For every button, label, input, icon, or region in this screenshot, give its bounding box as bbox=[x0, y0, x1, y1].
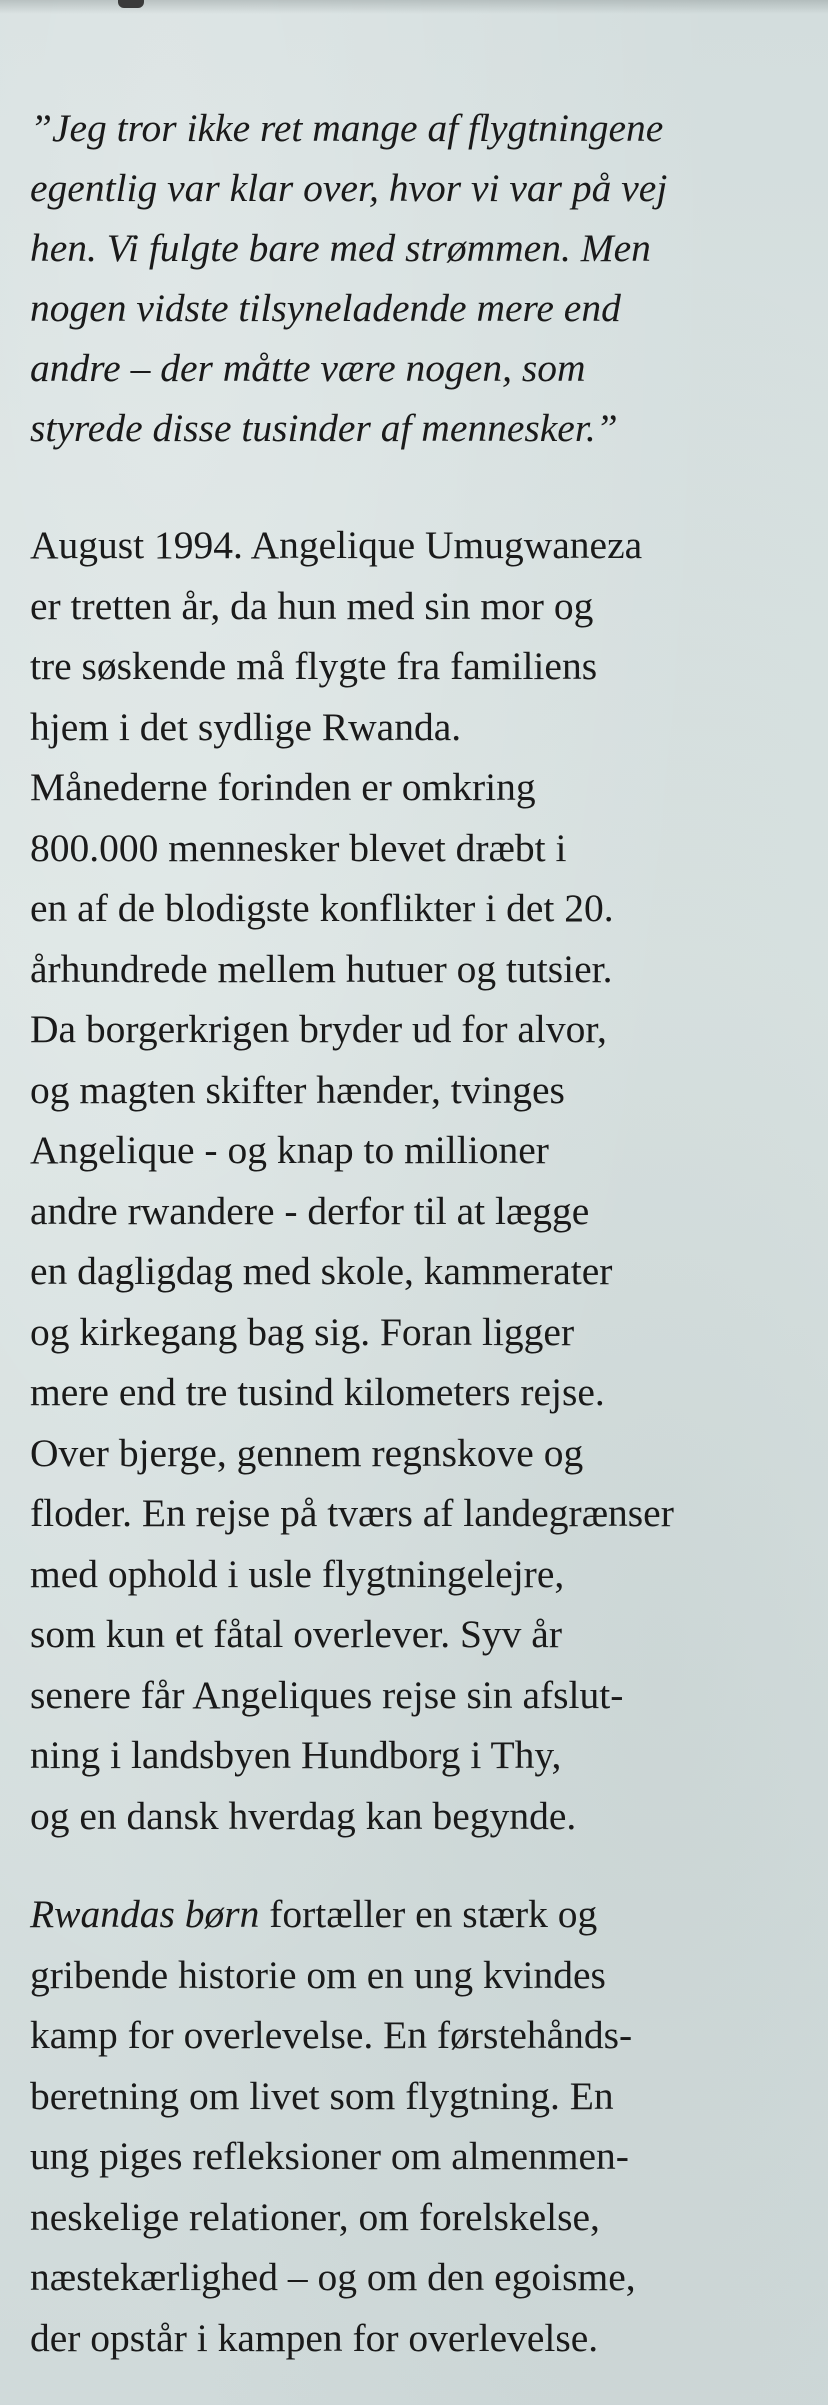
description-first-line-rest: fortæller en stærk og bbox=[259, 1892, 598, 1936]
summary-line: som kun et fåtal overlever. Syv år bbox=[30, 1612, 562, 1656]
description-paragraph bbox=[0, 1884, 828, 2368]
summary-line: en af de blodigste konflikter i det 20. bbox=[30, 886, 614, 930]
summary-line: er tretten år, da hun med sin mor og bbox=[30, 583, 594, 628]
summary-line: floder. En rejse på tværs af landegrænser bbox=[30, 1491, 674, 1535]
description-line: beretning om livet som flygtning. En bbox=[30, 2073, 614, 2118]
summary-line: Da borgerkrigen bryder ud for alvor, bbox=[30, 1007, 607, 1051]
quote-line: nogen vidste tilsyneladende mere end bbox=[30, 286, 621, 330]
quote-line: egentlig var klar over, hvor vi var på vej bbox=[30, 166, 668, 210]
quote-line: andre – der måtte være nogen, som bbox=[30, 346, 586, 390]
cover-top-mark bbox=[118, 0, 144, 8]
summary-line: mere end tre tusind kilometers rejse. bbox=[30, 1370, 605, 1414]
summary-line: Angelique - og knap to millioner bbox=[30, 1128, 549, 1172]
description-line: der opstår i kampen for overlevelse. bbox=[30, 2315, 599, 2360]
description-line: kamp for overlevelse. En førstehånds- bbox=[30, 2013, 633, 2057]
summary-line: med ophold i usle flygtningelejre, bbox=[30, 1551, 565, 1596]
quote-line: ”Jeg tror ikke ret mange af flygtningene bbox=[30, 106, 664, 150]
description-line: gribende historie om en ung kvindes bbox=[30, 1952, 606, 1997]
summary-line: Over bjerge, gennem regnskove og bbox=[30, 1430, 584, 1475]
summary-line: Månederne forinden er omkring bbox=[30, 765, 536, 809]
summary-line: og kirkegang bag sig. Foran ligger bbox=[30, 1309, 575, 1354]
summary-line: århundrede mellem hutuer og tutsier. bbox=[30, 946, 613, 991]
summary-line: senere får Angeliques rejse sin afslut- bbox=[30, 1672, 624, 1717]
quote-line: hen. Vi fulgte bare med strømmen. Men bbox=[30, 226, 651, 270]
description-first-line bbox=[0, 1884, 828, 1945]
summary-line: en dagligdag med skole, kammerater bbox=[30, 1249, 613, 1293]
summary-line: tre søskende må flygte fra familiens bbox=[30, 644, 598, 688]
description-line: ung piges refleksioner om almenmen- bbox=[30, 2134, 629, 2178]
summary-line: andre rwandere - derfor til at lægge bbox=[30, 1188, 590, 1233]
summary-line: 800.000 mennesker blevet dræbt i bbox=[30, 825, 567, 870]
summary-line: August 1994. Angelique Umugwaneza bbox=[30, 523, 643, 567]
quote-line: styrede disse tusinder af mennesker.” bbox=[30, 406, 618, 450]
summary-line: ning i landsbyen Hundborg i Thy, bbox=[30, 1733, 562, 1777]
summary-line: og en dansk hverdag kan begynde. bbox=[30, 1793, 577, 1838]
summary-line: og magten skifter hænder, tvinges bbox=[30, 1067, 565, 1112]
description-line: neskelige relationer, om forelskelse, bbox=[30, 2194, 600, 2239]
summary-paragraph bbox=[0, 515, 828, 1846]
book-title: Rwandas børn bbox=[30, 1892, 260, 1936]
summary-line: hjem i det sydlige Rwanda. bbox=[30, 704, 462, 749]
quote-block bbox=[0, 98, 828, 458]
description-line: næstekærlighed – og om den egoisme, bbox=[30, 2255, 636, 2299]
